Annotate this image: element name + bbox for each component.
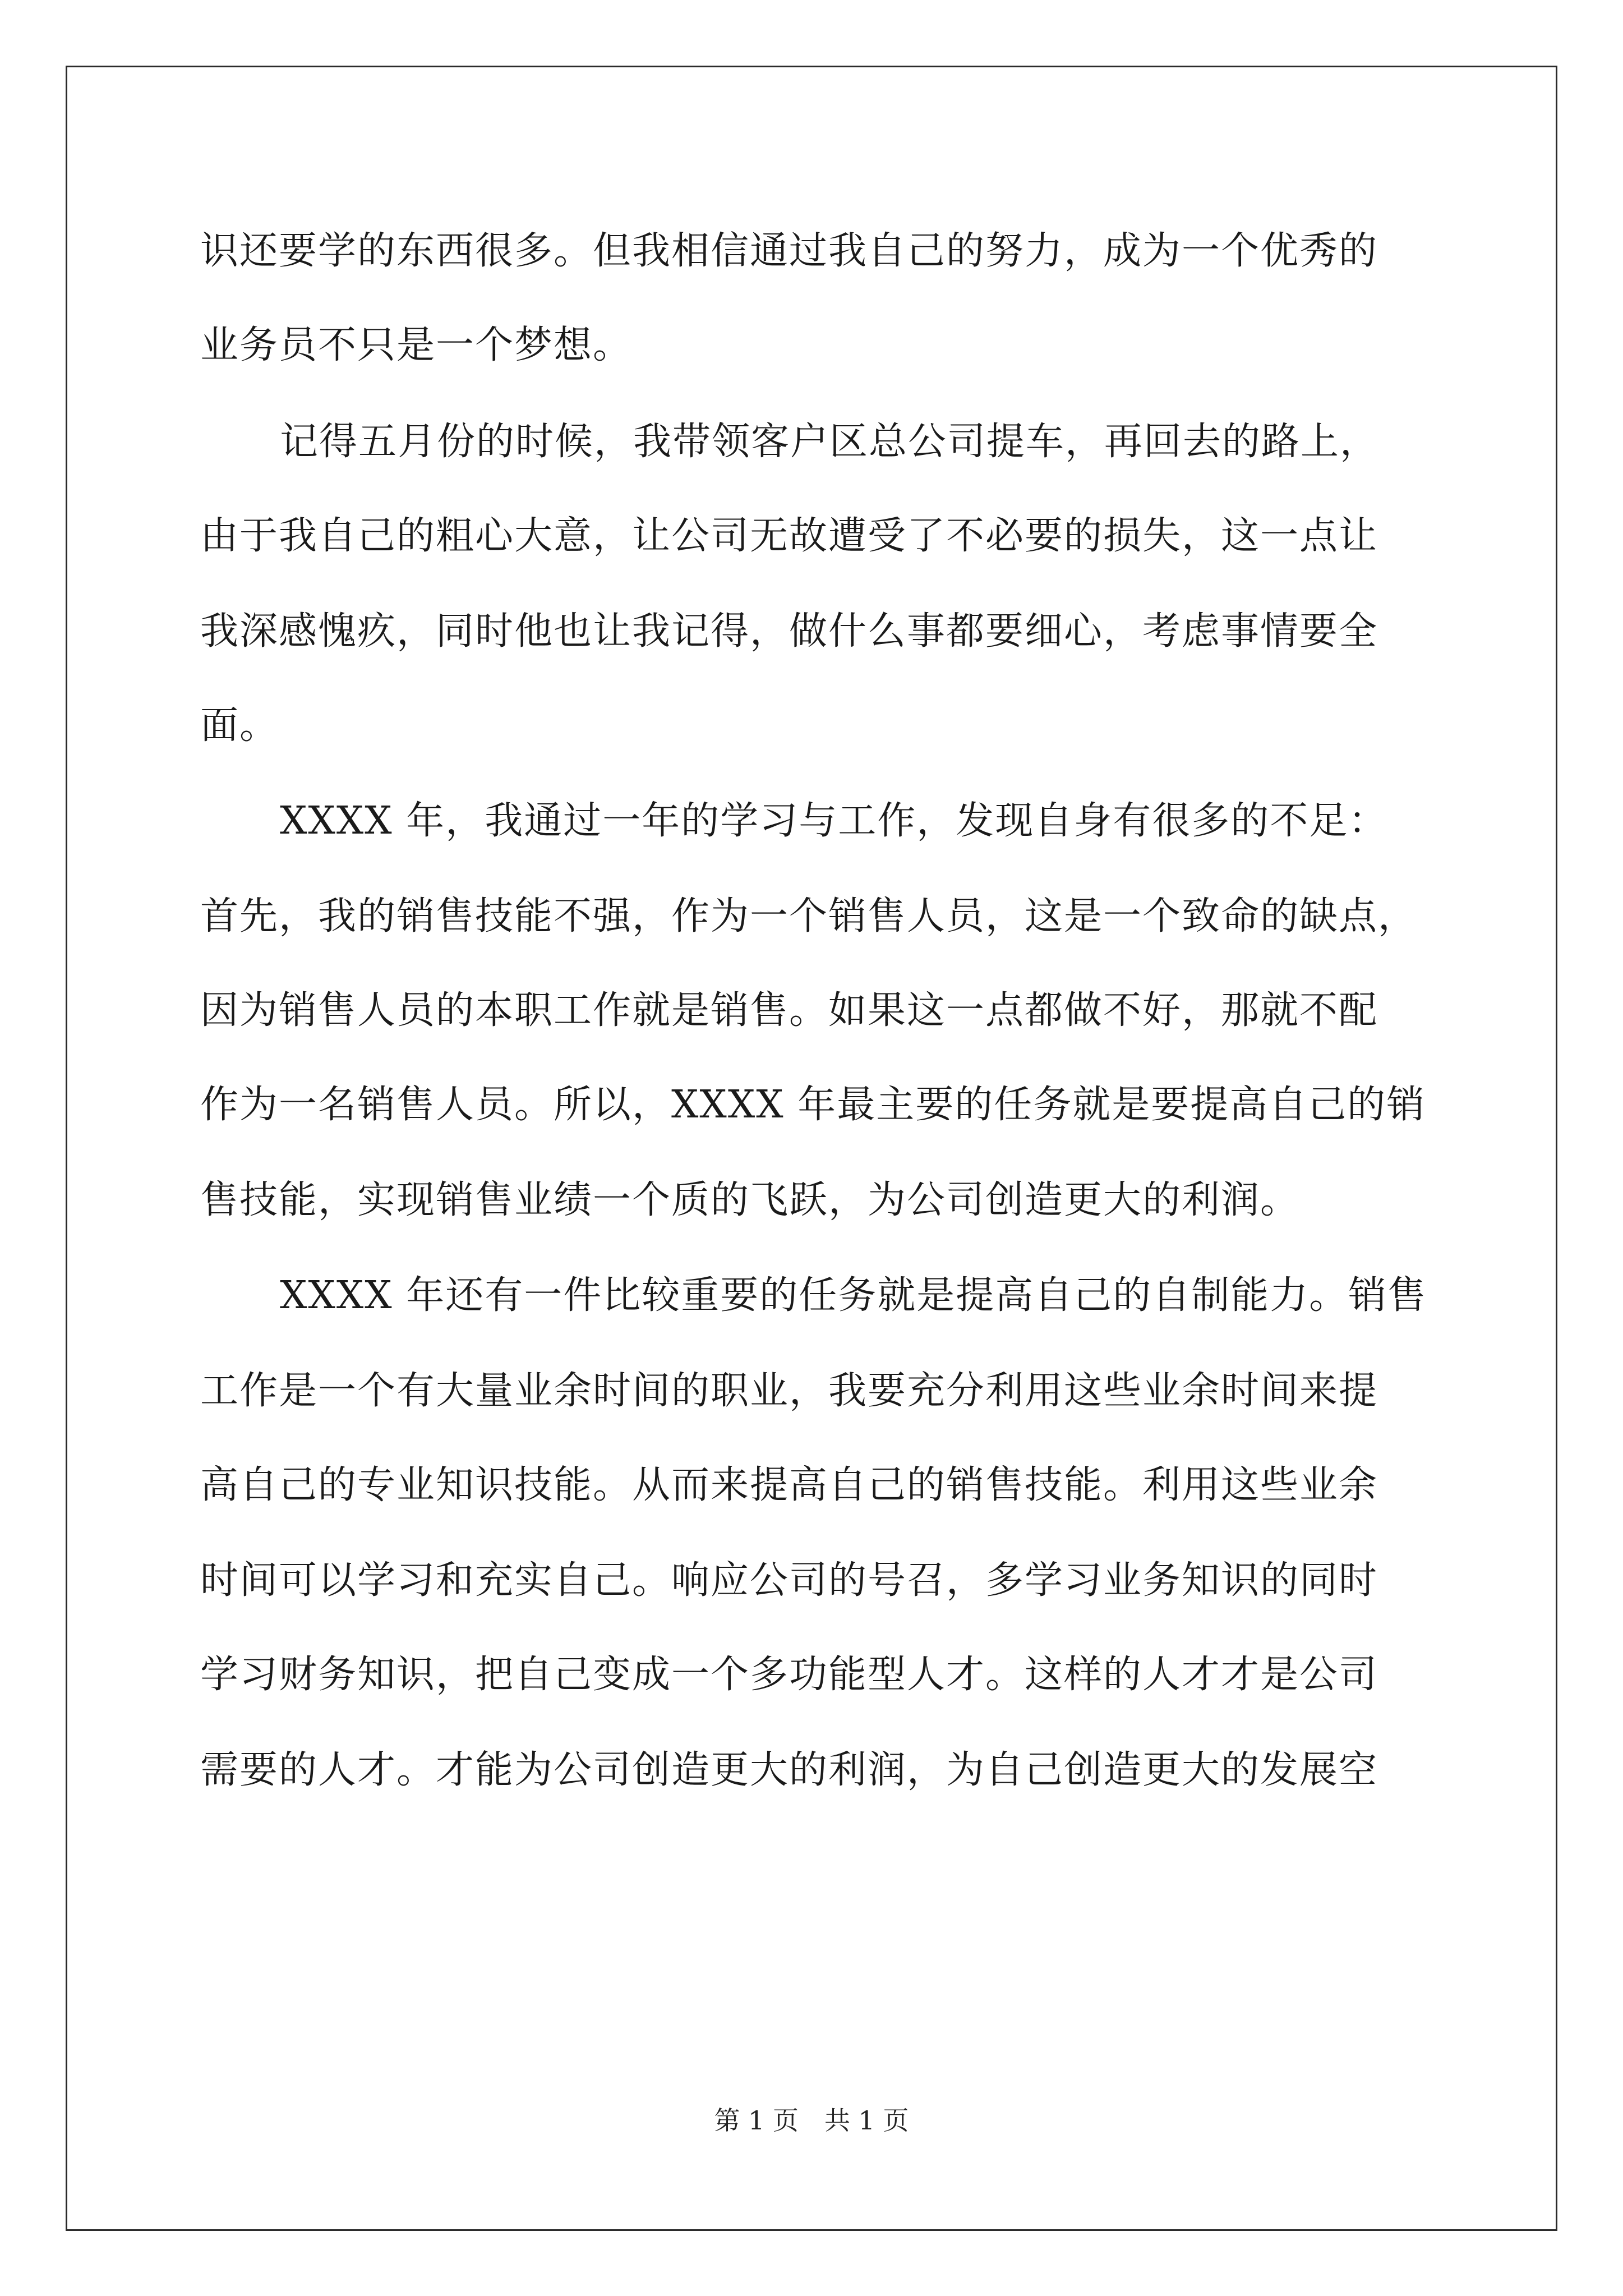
body-line: 面。: [200, 703, 279, 748]
body-line: 首先，我的销售技能不强，作为一个销售人员，这是一个致命的缺点，: [200, 894, 1418, 938]
body-line: 高自己的专业知识技能。从而来提高自己的销售技能。利用这些业余: [200, 1463, 1378, 1507]
body-line: 识还要学的东西很多。但我相信通过我自己的努力，成为一个优秀的: [200, 229, 1378, 273]
page-footer: 第 1 页 共 1 页: [714, 2105, 909, 2136]
body-line: 由于我自己的粗心大意，让公司无故遭受了不必要的损失，这一点让: [200, 514, 1378, 558]
body-line: 业务员不只是一个梦想。: [200, 323, 633, 367]
page-border: [66, 66, 1557, 2231]
body-line: 作为一名销售人员。所以，XXXX 年最主要的任务就是要提高自己的销: [200, 1083, 1426, 1127]
body-line: 学习财务知识，把自己变成一个多功能型人才。这样的人才才是公司: [200, 1653, 1378, 1697]
body-line: 我深感愧疚，同时他也让我记得，做什么事都要细心，考虑事情要全: [200, 609, 1378, 654]
paragraph-first-line: 记得五月份的时候，我带领客户区总公司提车，再回去的路上，: [280, 420, 1380, 464]
body-line: 需要的人才。才能为公司创造更大的利润，为自己创造更大的发展空: [200, 1748, 1378, 1792]
paragraph-first-line: XXXX 年还有一件比较重要的任务就是提高自己的自制能力。销售: [280, 1273, 1427, 1318]
paragraph-first-line: XXXX 年，我通过一年的学习与工作，发现自身有很多的不足：: [280, 799, 1388, 843]
body-line: 售技能，实现销售业绩一个质的飞跃，为公司创造更大的利润。: [200, 1178, 1300, 1222]
body-line: 因为销售人员的本职工作就是销售。如果这一点都做不好，那就不配: [200, 988, 1378, 1033]
body-line: 时间可以学习和充实自己。响应公司的号召，多学习业务知识的同时: [200, 1558, 1378, 1603]
body-line: 工作是一个有大量业余时间的职业，我要充分利用这些业余时间来提: [200, 1369, 1378, 1413]
